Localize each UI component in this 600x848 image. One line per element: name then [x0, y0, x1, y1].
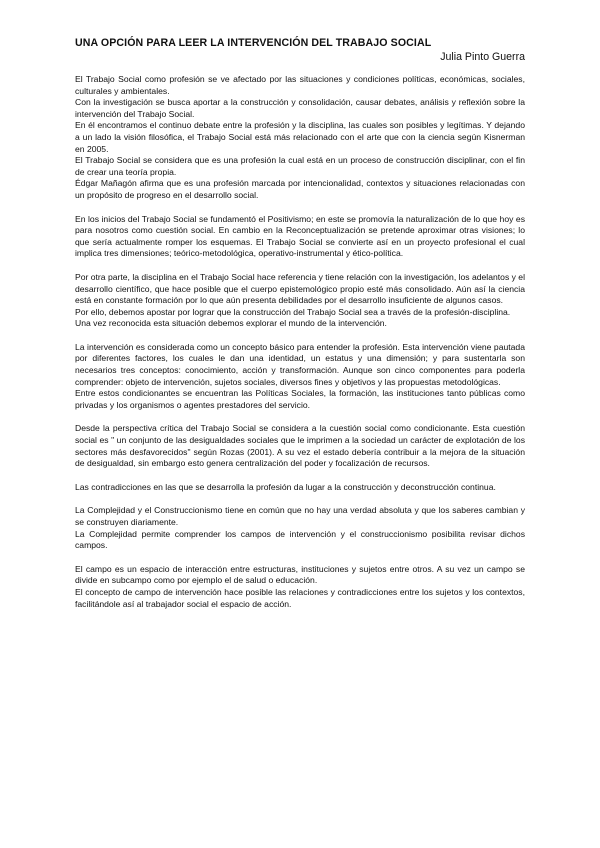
paragraph: Las contradicciones en las que se desarrolla la profesión da lugar a la construcción y deconstrucción continua.	[75, 481, 496, 492]
paragraph: El Trabajo Social como profesión se ve afectado por las situaciones y condiciones políticas, económicas, sociales, culturales y ambientales.	[75, 74, 525, 96]
text-section	[75, 505, 525, 551]
paragraph: El campo es un espacio de interacción entre estructuras, instituciones y sujetos entre otros. A su vez un campo se divide en subcampo como por ejemplo el de salud o educación.	[75, 563, 525, 586]
paragraph: La intervención es considerada como un concepto básico para entender la profesión. Esta intervención viene pautada por diferentes factores, los cuales le dan una identidad, un estatus y una dimensión; y para sustentarla son necesarios tres conceptos: conocimiento, acción y transformación. Aunque son cinco componentes para poderla comprender: objeto de intervención, sujetos sociales, diversos fines y objetivos y las propuestas metodológicas.	[75, 341, 525, 387]
paragraph: El concepto de campo de intervención hace posible las relaciones y contradicciones entre los sujetos y los contextos, facilitándole así al trabajador social el espacio de acción.	[75, 586, 525, 609]
paragraph: Desde la perspectiva crítica del Trabajo Social se considera a la cuestión social como condicionante. Esta cuestión social es " un conjunto de las desigualdades sociales que le imprimen a la sociedad un carácter de explotación de los sectores más desfavorecidos" según Rozas (2001). A su vez el estado debería contribuir a la mejora de la situación de desigualdad, sin embargo esto genera centralización del poder y focalización de recursos.	[75, 423, 525, 469]
paragraph: La Complejidad y el Construccionismo tiene en común que no hay una verdad absoluta y que los saberes cambian y se construyen diariamente.	[75, 505, 525, 527]
text-section	[75, 423, 525, 469]
author-name: Julia Pinto Guerra	[440, 51, 525, 63]
text-section	[75, 342, 525, 412]
paragraph: Entre estos condicionantes se encuentran las Políticas Sociales, la formación, las instituciones tanto públicas como privadas y los organismos o agentes prestadores del servicio.	[75, 388, 525, 410]
paragraph: En él encontramos el continuo debate entre la profesión y la disciplina, las cuales son posibles y legítimas. Y dejando a un lado la visión filosófica, el Trabajo Social está más relacionado con el arte que con la ciencia según Kisnerman en 2005.	[75, 120, 525, 154]
paragraph: El Trabajo Social se considera que es una profesión la cual está en un proceso de construcción disciplinar, con el fin de crear una teoría propia.	[75, 155, 525, 177]
paragraph: Por otra parte, la disciplina en el Trabajo Social hace referencia y tiene relación con la investigación, los adelantos y el desarrollo científico, que hace posible que el cuerpo epistemológico propio esté más consolidado. Aún así la ciencia está en constante formación por lo que aún presenta debilidades por el desarrollo insuficiente de algunos casos.	[75, 271, 525, 306]
paragraph: Édgar Mañagón afirma que es una profesión marcada por intencionalidad, contextos y situaciones relacionadas con un propósito de progreso en el desarrollo social.	[75, 178, 525, 200]
paragraph: Una vez reconocida esta situación debemos explorar el mundo de la intervención.	[75, 318, 387, 329]
paragraph: Por ello, debemos apostar por lograr que la construcción del Trabajo Social sea a través de la profesión-disciplina.	[75, 306, 511, 317]
text-section	[75, 482, 525, 494]
paragraph: Con la investigación se busca aportar a la construcción y consolidación, causar debates, análisis y reflexión sobre la intervención del Trabajo Social.	[75, 97, 525, 119]
text-section	[75, 272, 525, 330]
document-title: UNA OPCIÓN PARA LEER LA INTERVENCIÓN DEL TRABAJO SOCIAL	[75, 37, 432, 49]
text-section	[75, 214, 525, 260]
text-section	[75, 74, 525, 202]
document-body	[75, 74, 525, 610]
text-section	[75, 564, 525, 610]
paragraph: La Complejidad permite comprender los campos de intervención y el construccionismo posibilita revisar dichos campos.	[75, 528, 525, 551]
paragraph: En los inicios del Trabajo Social se fundamentó el Positivismo; en este se promovía la naturalización de lo que hoy es para nosotros como cuestión social. En cambio en la Reconceptualización se pretende aproximar otras visiones; lo que sería actualmente romper los esquemas. El Trabajo Social se convierte así en un proyecto profesional el cual implica tres dimensiones; teórico-metodológica, operativo-instrumental y ético-política.	[75, 213, 525, 259]
